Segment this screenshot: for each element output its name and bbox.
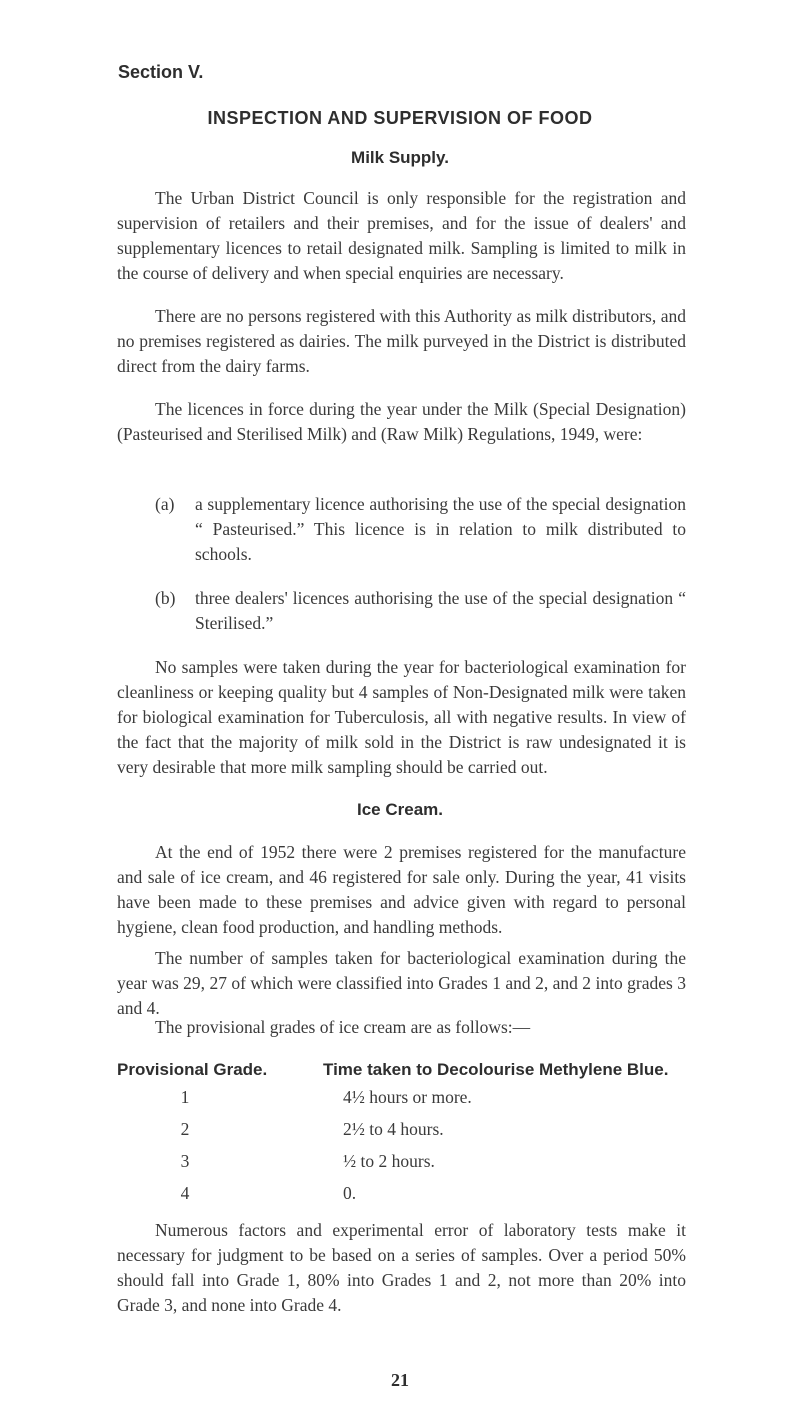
table-row-time: 0.: [343, 1183, 357, 1203]
table-row-grade: 1: [180, 1087, 190, 1107]
time-column-header: Time taken to Decolourise Methylene Blue.: [323, 1060, 669, 1079]
licence-item-label: (b): [155, 588, 176, 608]
table-row-time: ½ to 2 hours.: [343, 1151, 435, 1171]
table-row-time: 2½ to 4 hours.: [343, 1119, 444, 1139]
ice-cream-paragraph-4: Numerous factors and experimental error of laboratory tests make it necessary for judgment to be based on a series of samples. Over a period 50% should fall into Grade 1, 80% into Grades 1 and 2, not more than 20% into Grade 3, and none into Grade 4.: [117, 1220, 686, 1315]
licence-item-text: three dealers' licences authorising the use of the special designation “ Sterilised.”: [195, 588, 686, 633]
table-row-grade: 4: [180, 1183, 190, 1203]
milk-supply-heading: Milk Supply.: [351, 148, 449, 167]
licence-item-label: (a): [155, 494, 175, 514]
milk-paragraph-3: The licences in force during the year under the Milk (Special Designation) (Pasteurised and Sterilised Milk) and (Raw Milk) Regulations, 1949, were:: [117, 399, 686, 444]
table-row-time: 4½ hours or more.: [343, 1087, 472, 1107]
section-label: Section V.: [118, 62, 204, 82]
page-title: INSPECTION AND SUPERVISION OF FOOD: [207, 108, 593, 128]
ice-cream-paragraph-2: The number of samples taken for bacteriological examination during the year was 29, 27 of which were classified into Grades 1 and 2, and 2 into grades 3 and 4.: [117, 948, 686, 1018]
page-number: 21: [391, 1370, 409, 1390]
milk-paragraph-1: The Urban District Council is only responsible for the registration and supervision of retailers and their premises, and for the issue of dealers' and supplementary licences to retail designated milk. Sampling is limited to milk in the course of delivery and when special enquiries are necessary.: [117, 188, 686, 283]
milk-paragraph-4: No samples were taken during the year for bacteriological examination for cleanliness or keeping quality but 4 samples of Non-Designated milk were taken for biological examination for Tuberculosis, all with negative results. In view of the fact that the majority of milk sold in the District is raw undesignated it is very desirable that more milk sampling should be carried out.: [117, 657, 686, 777]
ice-cream-paragraph-3: The provisional grades of ice cream are as follows:—: [155, 1017, 531, 1037]
grade-column-header: Provisional Grade.: [117, 1060, 268, 1079]
milk-paragraph-2: There are no persons registered with this Authority as milk distributors, and no premises registered as dairies. The milk purveyed in the District is distributed direct from the dairy farms.: [117, 306, 686, 376]
table-row-grade: 3: [180, 1151, 190, 1171]
licence-item-text: a supplementary licence authorising the use of the special designation “ Pasteurised.” This licence is in relation to milk distributed to schools.: [195, 494, 686, 564]
licence-item-b: [155, 586, 686, 636]
licence-item-a: [155, 492, 686, 567]
ice-cream-heading: Ice Cream.: [357, 800, 443, 819]
ice-cream-paragraph-1: At the end of 1952 there were 2 premises registered for the manufacture and sale of ice cream, and 46 registered for sale only. During the year, 41 visits have been made to these premises and advice given with regard to personal hygiene, clean food production, and handling methods.: [117, 842, 686, 937]
table-row-grade: 2: [180, 1119, 190, 1139]
